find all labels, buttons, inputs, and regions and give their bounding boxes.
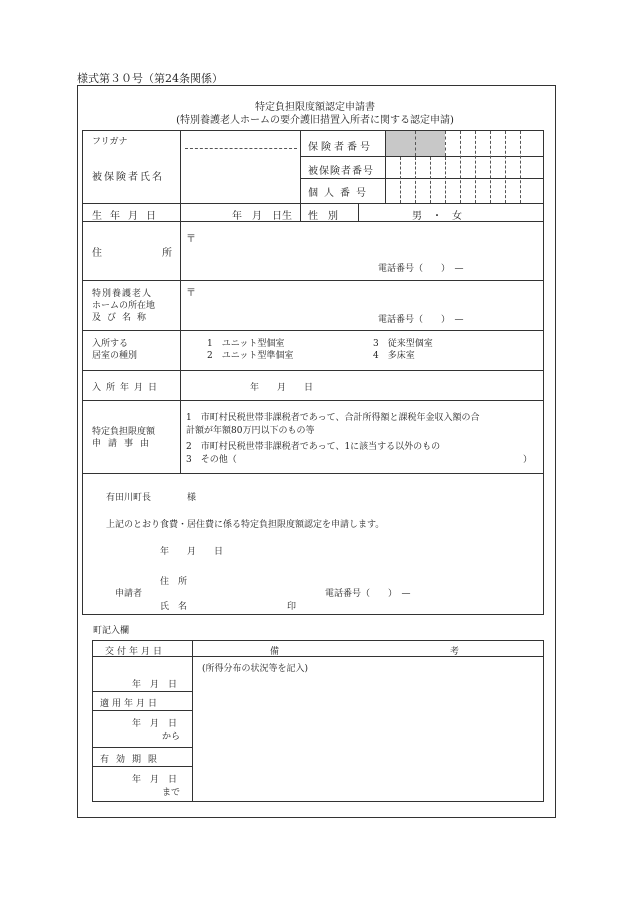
- office-section-label: 町記入欄: [93, 626, 130, 636]
- apply-date-label: 適用年月日: [100, 699, 161, 709]
- form-subtitle: (特別養護老人ホームの要介護旧措置入所者に関する認定申請): [176, 115, 454, 126]
- remarks-label-2: 考: [450, 647, 460, 657]
- apply-date-value: 年 月 日: [132, 719, 178, 729]
- birth-date-value: 年 月 日生: [232, 211, 292, 222]
- application-date: 年 月 日: [160, 547, 224, 557]
- reason-3-close: ）: [523, 455, 533, 465]
- remarks-note: (所得分布の状況等を記入): [202, 664, 309, 674]
- facility-label-1: 特別養護老人: [92, 289, 153, 299]
- facility-label-3: 及び名称: [92, 313, 153, 323]
- reason-3: 3 その他（: [186, 455, 237, 465]
- room-option-2: 2 ユニット型準個室: [207, 351, 294, 361]
- facility-label-2: ホームの所在地: [92, 301, 156, 311]
- admission-date-value: 年 月 日: [250, 383, 314, 393]
- reason-label-1: 特定負担限度額: [92, 427, 156, 437]
- valid-until: まで: [162, 788, 181, 798]
- facility-phone: 電話番号（ ） —: [378, 315, 464, 325]
- admission-date-label: 入所年月日: [92, 383, 163, 393]
- room-option-3: 3 従来型個室: [373, 339, 433, 349]
- sex-options: 男 ・ 女: [412, 211, 462, 222]
- sex-label: 性 別: [308, 211, 338, 222]
- reason-1a: 1 市町村民税世帯非課税者であって、合計所得額と課税年金収入額の合: [186, 413, 480, 423]
- insured-name-label: 被保険者氏名: [92, 172, 164, 183]
- room-type-label-1: 入所する: [92, 339, 129, 349]
- valid-date-value: 年 月 日: [132, 775, 178, 785]
- applicant-phone: 電話番号（ ） —: [325, 589, 411, 599]
- address-phone: 電話番号（ ） —: [378, 264, 464, 274]
- applicant-name-label: 氏 名: [160, 602, 188, 612]
- valid-period-label: 有効期限: [100, 755, 165, 765]
- room-option-4: 4 多床室: [373, 351, 415, 361]
- apply-from: から: [162, 732, 181, 742]
- issue-date-label: 交付年月日: [105, 647, 166, 657]
- applicant-address-label: 住 所: [160, 577, 188, 587]
- insured-no-label: 被保険者番号: [308, 166, 374, 177]
- mayor-address: 有田川町長 様: [106, 493, 197, 503]
- address-postal-mark: 〒: [186, 234, 196, 245]
- seal-mark: 印: [287, 602, 297, 612]
- furigana-label: フリガナ: [92, 137, 128, 147]
- birth-date-label: 生年月日: [92, 211, 164, 222]
- declaration-text: 上記のとおり食費・居住費に係る特定負担限度額認定を申請します。: [106, 520, 385, 530]
- form-id: 様式第３０号（第24条関係）: [77, 72, 223, 85]
- reason-label-2: 申請事由: [92, 439, 157, 449]
- room-type-label-2: 居室の種別: [92, 351, 138, 361]
- reason-1b: 計額が年額80万円以下のもの等: [186, 426, 315, 436]
- facility-postal-mark: 〒: [186, 288, 196, 299]
- insurer-no-label: 保険者番号: [308, 142, 373, 153]
- applicant-label: 申請者: [115, 589, 143, 599]
- reason-2: 2 市町村民税世帯非課税者であって、1に該当する以外のもの: [186, 442, 441, 452]
- form-title: 特定負担限度額認定申請書: [255, 102, 375, 113]
- remarks-label-1: 備: [270, 647, 280, 657]
- issue-date-value: 年 月 日: [132, 680, 178, 690]
- personal-no-label: 個人番号: [308, 188, 372, 199]
- room-option-1: 1 ユニット型個室: [207, 339, 285, 349]
